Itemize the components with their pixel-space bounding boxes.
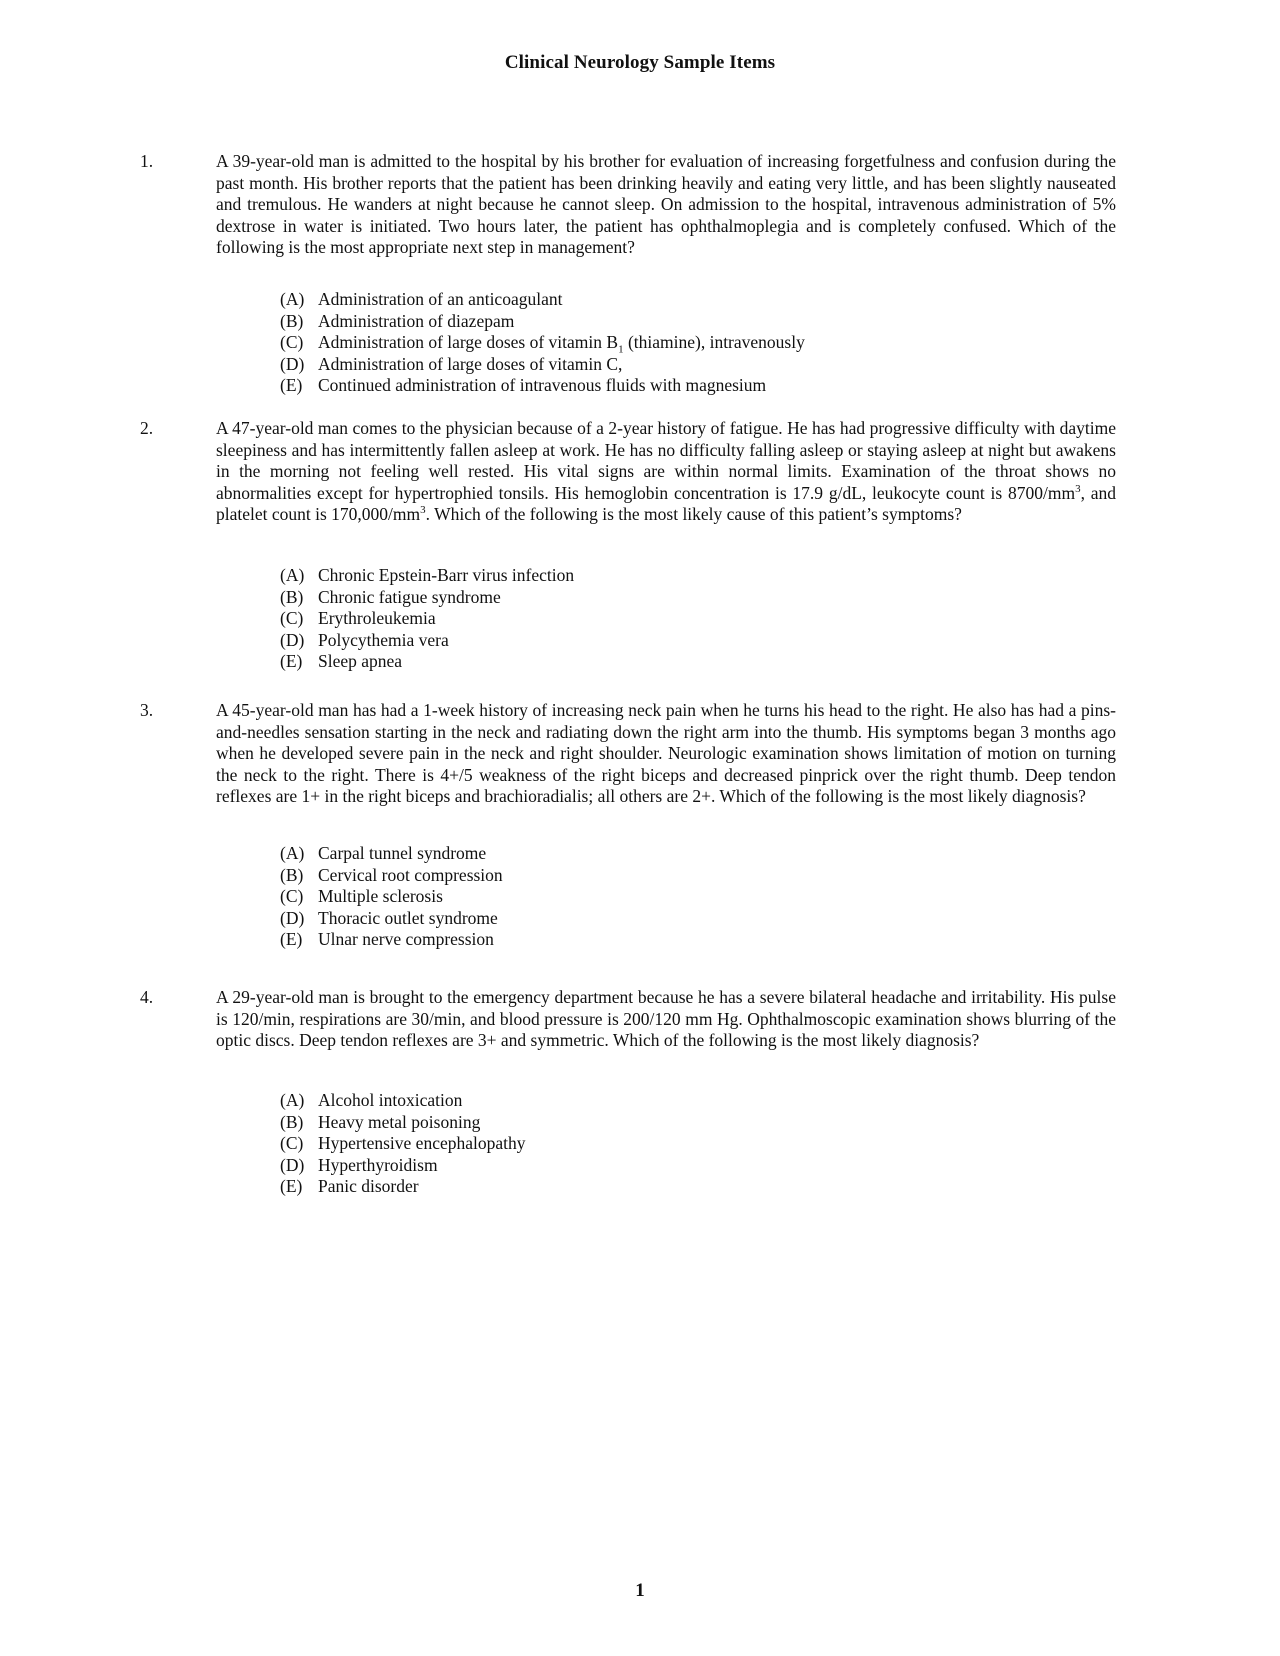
- option-text: Multiple sclerosis: [318, 886, 443, 907]
- answer-option: [280, 354, 980, 376]
- option-letter: (E): [280, 1176, 303, 1197]
- option-text: Thoracic outlet syndrome: [318, 907, 498, 928]
- question-stem: A 45-year-old man has had a 1-week history of increasing neck pain when he turns his head to the right. He also has had a pins-and-needles sensation starting in the neck and radiating down the right arm into the thumb. His symptoms began 3 months ago when he developed severe pain in the neck and right shoulder. Neurologic examination shows limitation of motion on turning the neck to the right. There is 4+/5 weakness of the right biceps and decreased pinprick over the right thumb. Deep tendon reflexes are 1+ in the right biceps and brachioradialis; all others are 2+. Which of the following is the most likely diagnosis?: [216, 700, 1116, 807]
- option-text: Continued administration of intravenous fluids with magnesium: [318, 375, 767, 396]
- option-letter: (B): [280, 864, 304, 885]
- option-letter: (C): [280, 1133, 304, 1154]
- option-letter: (B): [280, 586, 304, 607]
- answer-option: [280, 1133, 980, 1155]
- answer-option: [280, 865, 980, 887]
- answer-options: [280, 289, 980, 397]
- question-number: 4.: [140, 987, 154, 1007]
- option-letter: (C): [280, 332, 304, 353]
- option-letter: (D): [280, 353, 305, 374]
- option-text: Cervical root compression: [318, 864, 503, 885]
- answer-option: [280, 929, 980, 951]
- answer-option: [280, 565, 980, 587]
- question-number: 2.: [140, 418, 154, 438]
- option-letter: (D): [280, 629, 305, 650]
- option-letter: (B): [280, 1111, 304, 1132]
- option-letter: (D): [280, 1154, 305, 1175]
- option-letter: (E): [280, 651, 303, 672]
- answer-option: [280, 311, 980, 333]
- option-text: Administration of diazepam: [318, 310, 515, 331]
- answer-option: [280, 1176, 980, 1198]
- option-letter: (D): [280, 907, 305, 928]
- answer-option: [280, 1112, 980, 1134]
- option-text: Hyperthyroidism: [318, 1154, 438, 1175]
- option-text: Sleep apnea: [318, 651, 403, 672]
- option-text: Heavy metal poisoning: [318, 1111, 481, 1132]
- page-number: 1: [635, 1580, 645, 1601]
- question-stem: A 47-year-old man comes to the physician because of a 2-year history of fatigue. He has had progressive difficulty with daytime sleepiness and has intermittently fallen asleep at work. He has no difficulty falling asleep or staying asleep at night but awakens in the morning not feeling well rested. His vital signs are within normal limits. Examination of the throat shows no abnormalities except for hypertrophied tonsils. His hemoglobin concentration is 17.9 g/dL, leukocyte count is $8700/mm^3$, and platelet count is $170,000/mm^3$. Which of the following is the most likely cause of this patient’s symptoms?: [216, 418, 1116, 525]
- answer-option: [280, 843, 980, 865]
- answer-option: [280, 886, 980, 908]
- option-letter: (A): [280, 565, 305, 585]
- option-text: Ulnar nerve compression: [318, 929, 494, 950]
- option-letter: (E): [280, 375, 303, 396]
- option-text: Hypertensive encephalopathy: [318, 1133, 526, 1154]
- answer-option: [280, 1155, 980, 1177]
- answer-option: [280, 608, 980, 630]
- answer-options: [280, 565, 980, 673]
- question-stem: A 29-year-old man is brought to the emergency department because he has a severe bilateral headache and irritability. His pulse is 120/min, respirations are 30/min, and blood pressure is 200/120 mm Hg. Ophthalmoscopic examination shows blurring of the optic discs. Deep tendon reflexes are 3+ and symmetric. Which of the following is the most likely diagnosis?: [216, 987, 1116, 1051]
- option-text: Chronic Epstein-Barr virus infection: [318, 565, 575, 585]
- option-text: Erythroleukemia: [318, 608, 436, 629]
- answer-options: [280, 1090, 980, 1198]
- option-letter: (C): [280, 886, 304, 907]
- option-text: Polycythemia vera: [318, 629, 449, 650]
- option-text: Administration of large doses of vitamin $B_1$ (thiamine), intravenously: [318, 332, 805, 356]
- option-text: Chronic fatigue syndrome: [318, 586, 501, 607]
- option-letter: (A): [280, 289, 305, 309]
- answer-option: [280, 375, 980, 397]
- option-text: Administration of large doses of vitamin C,: [318, 353, 623, 374]
- page-title: Clinical Neurology Sample Items: [504, 52, 776, 73]
- option-letter: (C): [280, 608, 304, 629]
- answer-option: [280, 332, 980, 354]
- answer-options: [280, 843, 980, 951]
- option-letter: (A): [280, 843, 305, 863]
- answer-option: [280, 1090, 980, 1112]
- question-number: 3.: [140, 700, 154, 720]
- option-text: Alcohol intoxication: [318, 1090, 463, 1110]
- question-stem: A 39-year-old man is admitted to the hospital by his brother for evaluation of increasing forgetfulness and confusion during the past month. His brother reports that the patient has been drinking heavily and eating very little, and has been slightly nauseated and tremulous. He wanders at night because he cannot sleep. On admission to the hospital, intravenous administration of 5% dextrose in water is initiated. Two hours later, the patient has ophthalmoplegia and is completely confused. Which of the following is the most appropriate next step in management?: [216, 151, 1116, 258]
- option-text: Panic disorder: [318, 1176, 419, 1197]
- option-letter: (B): [280, 310, 304, 331]
- option-text: Administration of an anticoagulant: [318, 289, 563, 309]
- option-text: Carpal tunnel syndrome: [318, 843, 487, 863]
- answer-option: [280, 908, 980, 930]
- answer-option: [280, 289, 980, 311]
- answer-option: [280, 651, 980, 673]
- answer-option: [280, 630, 980, 652]
- option-letter: (E): [280, 929, 303, 950]
- option-letter: (A): [280, 1090, 305, 1110]
- question-number: 1.: [140, 151, 154, 171]
- answer-option: [280, 587, 980, 609]
